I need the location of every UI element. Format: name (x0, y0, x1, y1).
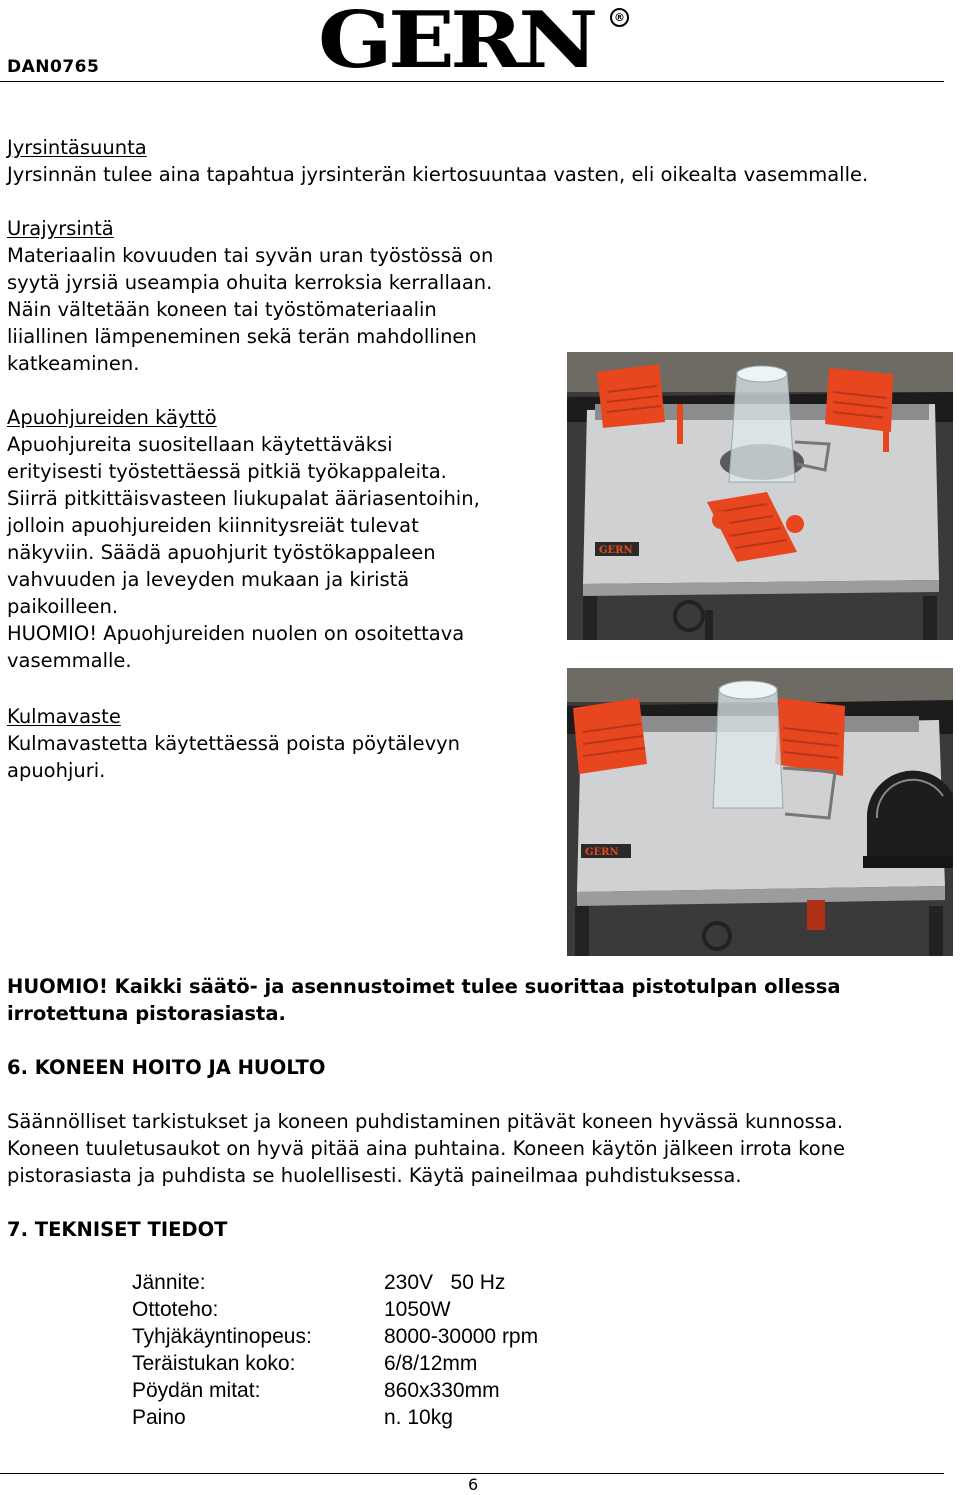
spec-row-collet-size (132, 1352, 632, 1379)
spec-row-power (132, 1298, 632, 1325)
paragraph-line: apuohjuri. (7, 759, 106, 782)
section-title: Urajyrsintä (7, 217, 114, 240)
section-title: Apuohjureiden käyttö (7, 406, 217, 429)
section-title: Kulmavaste (7, 705, 121, 728)
spec-value: 1050W (384, 1298, 451, 1321)
spec-value: 8000-30000 rpm (384, 1325, 539, 1348)
paragraph-line: Materiaalin kovuuden tai syvän uran työstössä on (7, 244, 494, 267)
photo-brand-label: GERN (585, 847, 619, 858)
paragraph-line: Siirrä pitkittäisvasteen liukupalat ääriasentoihin, (7, 487, 480, 510)
section-featherboards (7, 404, 567, 674)
document-code: DAN0765 (7, 57, 100, 77)
spec-value: 230V 50 Hz (384, 1271, 506, 1294)
paragraph-line: vahvuuden ja leveyden mukaan ja kiristä (7, 568, 410, 591)
heading-care: 6. KONEEN HOITO JA HUOLTO (7, 1056, 326, 1079)
paragraph-line: Jyrsinnän tulee aina tapahtua jyrsinterän kiertosuuntaa vasten, eli oikealta vasemmalle. (7, 163, 869, 186)
spec-value: 6/8/12mm (384, 1352, 478, 1375)
gern-logo (318, 0, 625, 86)
header-divider (0, 81, 944, 82)
page-number: 6 (468, 1475, 479, 1494)
router-table-illustration (567, 352, 953, 640)
spec-row-table-size (132, 1379, 632, 1406)
paragraph-line: näkyviin. Säädä apuohjurit työstökappaleen (7, 541, 436, 564)
paragraph-line: katkeaminen. (7, 352, 140, 375)
paragraph-line: HUOMIO! Kaikki säätö- ja asennustoimet tulee suorittaa pistotulpan ollessa (7, 975, 841, 998)
spec-value: n. 10kg (384, 1406, 453, 1429)
spec-row-weight (132, 1406, 632, 1433)
section-title: Jyrsintäsuunta (7, 136, 147, 159)
spec-label: Teräistukan koko: (132, 1352, 296, 1375)
paragraph-line: Kulmavastetta käytettäessä poista pöytälevyn (7, 732, 461, 755)
paragraph-line: Säännölliset tarkistukset ja koneen puhdistaminen pitävät koneen hyvässä kunnossa. (7, 1110, 844, 1133)
spec-label: Pöydän mitat: (132, 1379, 261, 1402)
section-care-text (7, 1108, 937, 1189)
paragraph-line: HUOMIO! Apuohjureiden nuolen on osoitettava (7, 622, 465, 645)
paragraph-line: Näin vältetään koneen tai työstömateriaalin (7, 298, 437, 321)
router-table-photo-mitre-gauge (567, 668, 953, 956)
router-table-mitre-illustration (567, 668, 953, 956)
paragraph-line: pistorasiasta ja puhdista se huolellisesti. Käytä paineilmaa puhdistuksessa. (7, 1164, 742, 1187)
spec-label: Paino (132, 1406, 186, 1429)
spec-value: 860x330mm (384, 1379, 500, 1402)
paragraph-line: Apuohjureita suositellaan käytettäväksi (7, 433, 393, 456)
logo-wordmark: GERN (318, 0, 594, 86)
spec-label: Jännite: (132, 1271, 206, 1294)
paragraph-line: Koneen tuuletusaukot on hyvä pitää aina puhtaina. Koneen käytön jälkeen irrota kone (7, 1137, 846, 1160)
paragraph-line: liiallinen lämpeneminen sekä terän mahdollinen (7, 325, 477, 348)
photo-brand-label: GERN (599, 545, 633, 556)
paragraph-line: syytä jyrsiä useampia ohuita kerroksia kerrallaan. (7, 271, 493, 294)
safety-warning (7, 973, 937, 1027)
paragraph-line: erityisesti työstettäessä pitkiä työkappaleita. (7, 460, 447, 483)
spec-row-voltage (132, 1271, 632, 1298)
paragraph-line: jolloin apuohjureiden kiinnitysreiät tulevat (7, 514, 419, 537)
router-table-photo-featherboards (567, 352, 953, 640)
paragraph-line: paikoilleen. (7, 595, 119, 618)
paragraph-line: irrotettuna pistorasiasta. (7, 1002, 286, 1025)
heading-technical-data: 7. TEKNISET TIEDOT (7, 1218, 228, 1241)
section-groove-milling (7, 215, 567, 377)
spec-label: Tyhjäkäyntinopeus: (132, 1325, 312, 1348)
section-mitre-gauge (7, 703, 567, 784)
section-milling-direction (7, 134, 937, 188)
registered-mark-icon: ® (610, 8, 629, 27)
spec-row-idle-speed (132, 1325, 632, 1352)
paragraph-line: vasemmalle. (7, 649, 132, 672)
footer-divider (0, 1473, 944, 1474)
spec-label: Ottoteho: (132, 1298, 219, 1321)
